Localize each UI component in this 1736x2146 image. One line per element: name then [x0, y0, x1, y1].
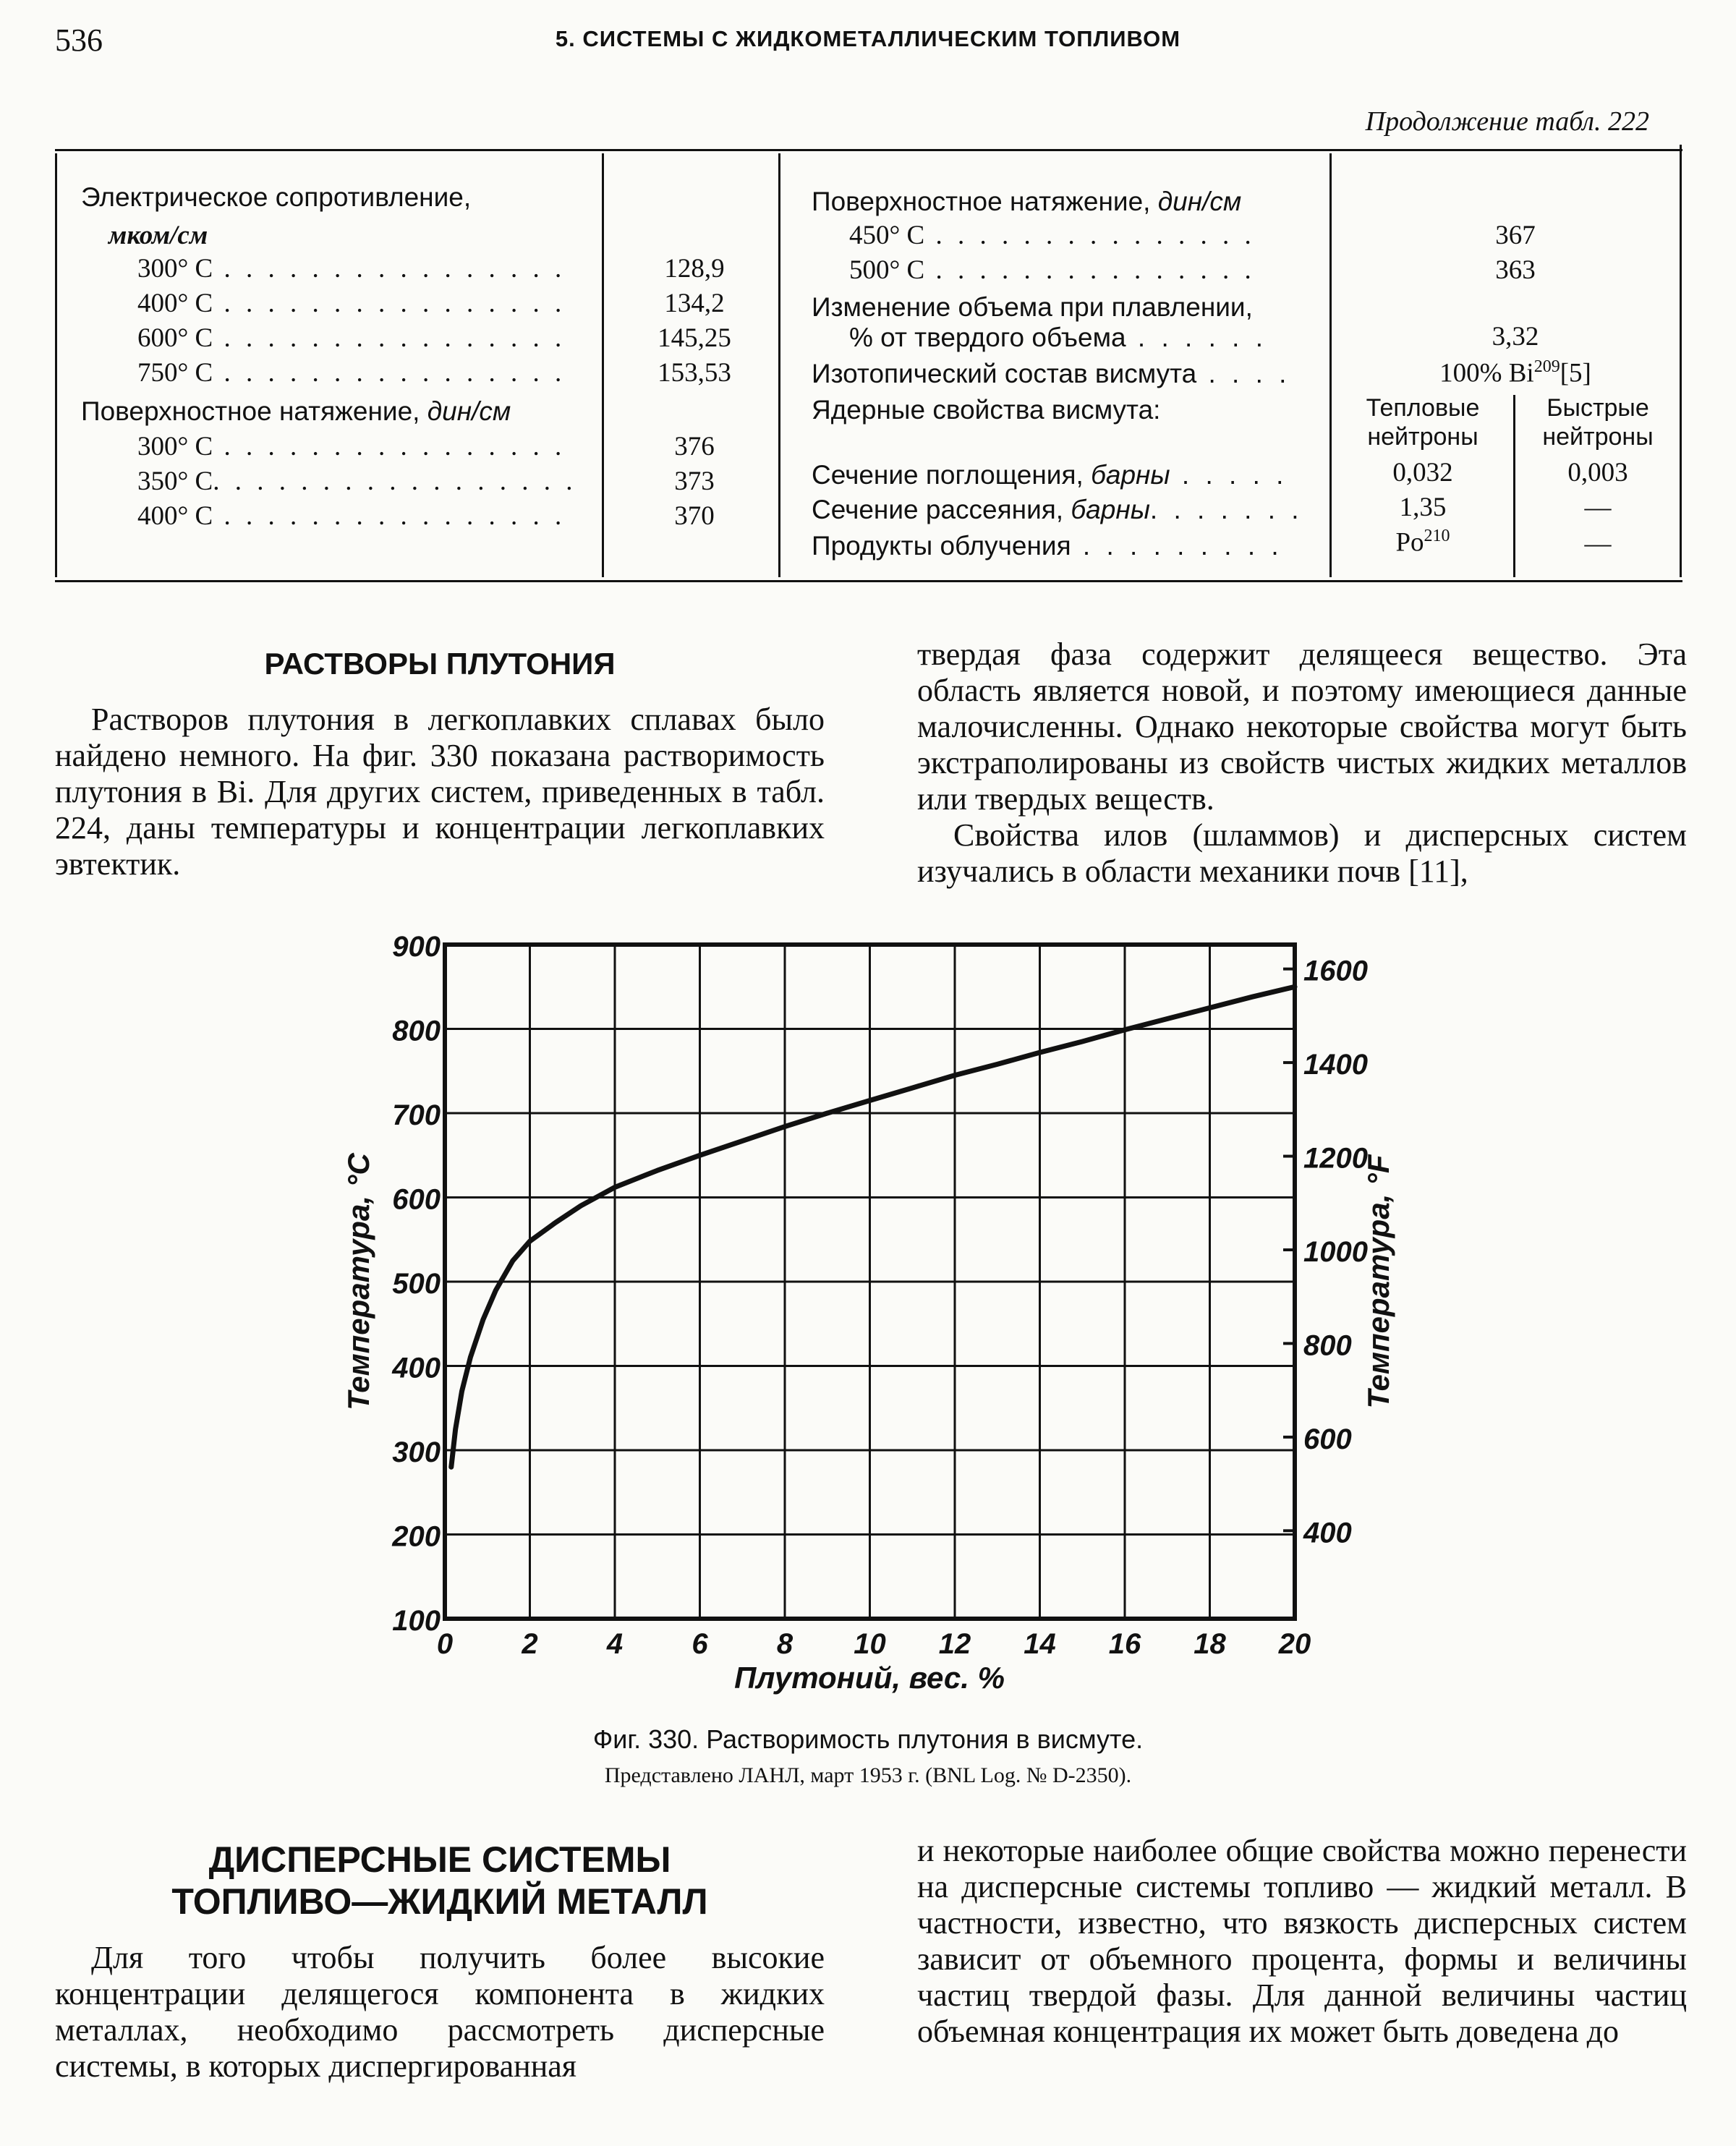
y2-tick-label: 600 — [1303, 1423, 1352, 1455]
tension-title-left: Поверхностное натяжение, дин/см — [81, 396, 511, 426]
resistance-row-value: 134,2 — [664, 289, 725, 318]
absorption-label: Сечение поглощения, барны . . . . . — [812, 460, 1288, 490]
tension-row-value: 376 — [674, 432, 715, 461]
y-tick-label: 400 — [392, 1352, 441, 1384]
x-tick-label: 4 — [606, 1628, 624, 1660]
x-tick-label: 6 — [692, 1628, 708, 1660]
y2-tick-label: 1000 — [1303, 1235, 1368, 1268]
x-axis-label: Плутоний, вес. % — [734, 1661, 1005, 1695]
chart-grid — [445, 945, 1295, 1619]
table-divider-right-values — [1329, 153, 1332, 577]
table-continuation-note: Продолжение табл. 222 — [1365, 106, 1649, 137]
x-tick-label: 16 — [1108, 1628, 1141, 1660]
y-axis-ticks — [391, 931, 441, 1637]
solubility-curve — [451, 987, 1295, 1467]
resistance-row-value: 145,25 — [658, 323, 731, 353]
body-column-right-2: и некоторые наиболее общие свойства можно перенести на дисперсные системы топливо — жидкий металл. В частности, известно, что вязкость дисперсных систем зависит от объемного процента, формы и величины частиц твердой фазы. Для данной величины частиц объемная концентрация их может быть доведена до — [917, 1833, 1687, 2049]
resistance-row-value: 153,53 — [658, 358, 731, 388]
y-tick-label: 300 — [392, 1436, 441, 1468]
resistance-row-label: 400° C . . . . . . . . . . . . . . . . — [137, 289, 566, 318]
resistance-row-value: 128,9 — [664, 254, 725, 284]
x-tick-label: 0 — [436, 1628, 454, 1660]
isotope-label: Изотопический состав висмута . . . . — [812, 359, 1291, 388]
section-heading-plutonium: РАСТВОРЫ ПЛУТОНИЯ — [264, 647, 616, 681]
tension-row-value: 373 — [674, 467, 715, 496]
x-tick-label: 12 — [938, 1628, 971, 1660]
body-column-left-2: Для того чтобы получить более высокие концентрации делящегося компонента в жидких металлах, необходимо рассмотреть дисперсные системы, в которых диспергированная — [55, 1940, 825, 2084]
section-heading-dispersions: ДИСПЕРСНЫЕ СИСТЕМЫ ТОПЛИВО—ЖИДКИЙ МЕТАЛЛ — [171, 1839, 708, 1922]
y-tick-label: 900 — [392, 931, 441, 963]
y-tick-label: 800 — [392, 1015, 441, 1047]
resistance-title: Электрическое сопротивление, — [81, 182, 472, 212]
x-tick-label: 14 — [1024, 1628, 1056, 1660]
nuclear-props-label: Ядерные свойства висмута: — [812, 395, 1161, 425]
absorption-thermal: 0,032 — [1392, 458, 1453, 487]
running-title: 5. СИСТЕМЫ С ЖИДКОМЕТАЛЛИЧЕСКИМ ТОПЛИВОМ — [555, 26, 1181, 51]
table-divider-middle — [778, 153, 780, 577]
products-thermal: Po$^{210}$ — [1395, 527, 1450, 558]
volume-change-unit: % от твердого объема . . . . . . — [849, 323, 1267, 352]
table-divider-neutrons — [1513, 395, 1515, 577]
table-right-border — [1680, 145, 1682, 577]
y2-tick-label: 800 — [1303, 1329, 1352, 1362]
tension-row-label: 300° C . . . . . . . . . . . . . . . . — [137, 432, 566, 461]
absorption-fast: 0,003 — [1567, 458, 1628, 487]
resistance-row-label: 600° C . . . . . . . . . . . . . . . . — [137, 323, 566, 353]
y2-tick-label: 1200 — [1303, 1142, 1368, 1175]
table-left-border — [55, 153, 57, 577]
tension-title-right: Поверхностное натяжение, дин/см — [812, 187, 1242, 216]
y-axis-label: Температура, °C — [341, 1153, 375, 1410]
figure-source: Представлено ЛАНЛ, март 1953 г. (BNL Log. № D-2350). — [604, 1763, 1132, 1787]
page-number: 536 — [55, 22, 103, 58]
tension-row-label: 500° C . . . . . . . . . . . . . . . — [849, 255, 1256, 285]
tension-row-label: 450° C . . . . . . . . . . . . . . . — [849, 221, 1256, 250]
y2-axis-label: Температура, °F — [1361, 1154, 1395, 1409]
tension-row-value: 370 — [674, 501, 715, 531]
table-top-rule — [55, 149, 1682, 151]
tension-row-label: 400° C . . . . . . . . . . . . . . . . — [137, 501, 566, 531]
table-bottom-rule — [55, 580, 1682, 582]
tension-row-value: 367 — [1495, 221, 1536, 250]
y2-tick-label: 1400 — [1303, 1049, 1368, 1081]
body-column-right-1: твердая фаза содержит делящееся вещество. Эта область является новой, и поэтому имеющиеся данные малочисленны. Однако некоторые свойства могут быть экстраполированы из свойств чистых жидких металлов или твердых веществ. Свойства илов (шламмов) и дисперсных систем изучались в области механики почв [11], — [917, 636, 1687, 889]
x-tick-label: 18 — [1194, 1628, 1226, 1660]
tension-row-label: 350° C. . . . . . . . . . . . . . . . . — [137, 467, 577, 496]
scattering-label: Сечение рассеяния, барны. . . . . . . — [812, 495, 1303, 524]
y2-tick-label: 1600 — [1303, 955, 1368, 987]
x-tick-label: 10 — [854, 1628, 886, 1660]
figure-caption: Фиг. 330. Растворимость плутония в висмуте. — [592, 1724, 1144, 1754]
scattering-fast: — — [1584, 493, 1612, 522]
isotope-value: 100% Bi$^{209}$[5] — [1439, 357, 1591, 388]
x-tick-label: 8 — [776, 1628, 793, 1660]
products-fast: — — [1584, 529, 1612, 558]
x-tick-label: 20 — [1278, 1628, 1311, 1660]
volume-change-label: Изменение объема при плавлении, — [812, 292, 1253, 322]
scattering-thermal: 1,35 — [1399, 493, 1447, 522]
y-tick-label: 600 — [392, 1183, 441, 1216]
x-axis-ticks — [437, 1628, 1311, 1660]
products-label: Продукты облучения . . . . . . . . . — [812, 531, 1283, 561]
fast-neutrons-header: Быстрые нейтроны — [1542, 394, 1654, 451]
tension-row-value: 363 — [1495, 255, 1536, 285]
volume-change-value: 3,32 — [1492, 322, 1539, 352]
resistance-row-label: 300° C . . . . . . . . . . . . . . . . — [137, 254, 566, 284]
thermal-neutrons-header: Тепловые нейтроны — [1366, 394, 1480, 451]
y-tick-label: 200 — [392, 1520, 441, 1553]
resistance-unit: мком/см — [109, 221, 208, 250]
y2-tick-label: 400 — [1303, 1517, 1352, 1549]
body-column-left-1: Растворов плутония в легкоплавких сплавах было найдено немного. На фиг. 330 показана растворимость плутония в Bi. Для других систем, приведенных в табл. 224, даны температуры и концентрации легкоплавких эвтектик. — [55, 702, 825, 882]
resistance-row-label: 750° C . . . . . . . . . . . . . . . . — [137, 358, 566, 388]
y-tick-label: 500 — [392, 1268, 441, 1300]
table-divider-left-values — [602, 153, 604, 577]
solubility-chart — [318, 913, 1418, 1701]
y-tick-label: 100 — [392, 1605, 441, 1637]
x-tick-label: 2 — [522, 1628, 538, 1660]
y-tick-label: 700 — [392, 1099, 441, 1131]
